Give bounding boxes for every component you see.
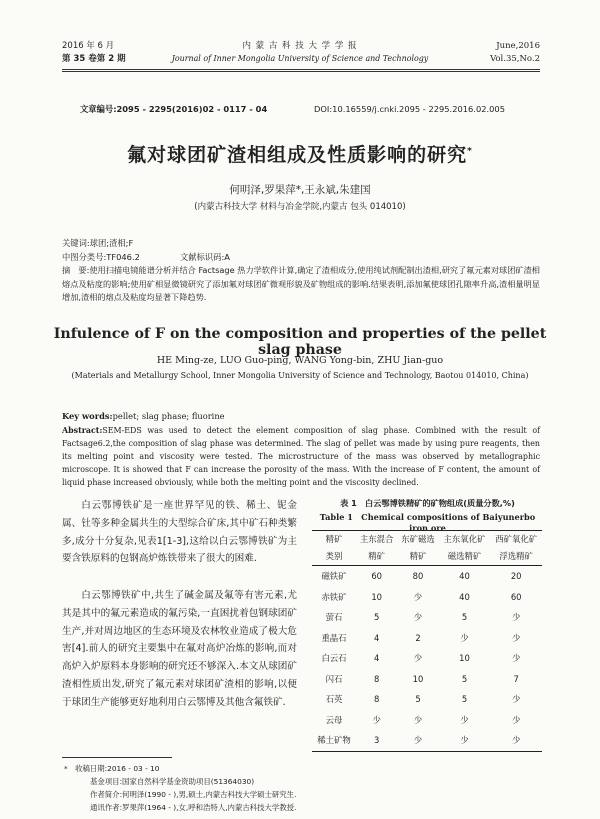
table-cell: 5: [373, 612, 380, 623]
table-row: [312, 566, 542, 587]
affiliation-zh: (内蒙古科技大学 材料与冶金学院,内蒙古 包头 014010): [194, 202, 406, 212]
table-cell: 2: [415, 632, 421, 643]
table-cell: 少: [413, 612, 423, 623]
header-month-en: June,2016: [496, 41, 540, 51]
table-cell: 5: [461, 612, 468, 623]
table-cell: 少: [511, 632, 521, 643]
table-cell: 少: [511, 653, 521, 664]
table-cell: 石英: [325, 694, 343, 705]
article-title-zh: 氟对球团矿渣相组成及性质影响的研究*: [127, 144, 473, 166]
table-cell: 8: [373, 694, 380, 705]
table-cell: 云母: [325, 714, 343, 725]
abstract-zh: 摘 要:使用扫描电镜能谱分析并结合 Factsage 热力学软件计算,确定了渣相成分,使用纯试剂配制出渣相,研究了氟元素对球团矿渣相熔点及粘度的影响;使用矿相显微镜研究了添加氟对球团矿微观形貌及矿物组成的影响.结果表明,添加氟使球团孔隙率升高,渣相量明显增加,渣相的熔点及粘度均显著下降趋势.: [62, 265, 540, 302]
column-header: 主东混合: [356, 531, 397, 549]
table-cell: 少: [372, 714, 381, 725]
table-cell: 4: [373, 632, 380, 643]
table-cell: 8: [373, 673, 380, 684]
doi: DOI:10.16559/j.cnki.2095 - 2295.2016.02.005: [314, 104, 505, 114]
header-date: 2016 年 6 月: [62, 41, 115, 51]
table-row: [312, 669, 542, 690]
table-row: [312, 730, 542, 751]
abstract-en: Abstract:SEM-EDS was used to detect the element composition of slag phase. Combined with the result of Factsage6.2,the composition of slag phase was determined. The slag of pellet was made by using pure reagents, then its melting point and viscosity were tested. The microstructure of the mass was observed by metallographic microscope. It is showed that F can increase the porosity of the mass. With the increase of F content, the amount of liquid phase increased obviously, while both the melting point and the viscosity declined.: [62, 426, 540, 487]
footnote-author: 作者简介:何明泽(1990 - ),男,硕士,内蒙古科技大学硕士研究生.: [90, 790, 297, 799]
table-cell: 少: [413, 653, 423, 664]
table-cell: 少: [511, 714, 521, 725]
table-caption-en: Table 1 Chemical compositions of Baiyunerbo iron ore: [319, 512, 536, 533]
article-title-en: Infulence of F on the composition and properties of the pellet slag phase: [53, 326, 547, 358]
table-row: [312, 628, 542, 649]
table-row: [312, 710, 542, 731]
table-cell: 重晶石: [321, 632, 347, 643]
table-cell: 10: [371, 591, 382, 602]
table-cell: 3: [356, 730, 397, 751]
table-cell: 5: [461, 673, 468, 684]
table-row: [312, 587, 542, 608]
body-paragraph-1: 白云鄂博铁矿是一座世界罕见的铁、稀土、铌金属、钍等多种金属共生的大型综合矿床,其中矿石种类繁多,成分十分复杂,见表1[1-3],这给以白云鄂博铁矿为主要含铁原料的包钢高炉炼铁带来了很大的困难.: [62, 500, 297, 565]
table-cell: 80: [412, 571, 424, 582]
header-volume-en: Vol.35,No.2: [490, 54, 540, 64]
body-paragraph-2: 白云鄂博铁矿中,共生了碱金属及氟等有害元素,尤其是其中的氟元素造成的氟污染,一直困扰着包钢球团矿生产,并对周边地区的生态环境及农林牧业造成了极大危害[4].前人的研究主要集中在氟对高炉冶炼的影响,而对高炉入炉原料本身影响的研究还不够深入.本文从球团矿渣相性质出发,研究了氟元素对球团矿渣相的影响,以便于球团生产能够更好地利用白云鄂博及其他含氟铁矿.: [62, 590, 297, 708]
table-cell: 4: [373, 653, 380, 664]
column-header: 类别: [312, 548, 356, 566]
table-cell: 少: [413, 714, 423, 725]
footnote-rule: [62, 757, 172, 758]
table-cell: 5: [461, 694, 468, 705]
table-cell: 10: [459, 653, 470, 664]
footnote-funding: 基金项目:国家自然科学基金资助项目(51364030): [90, 777, 255, 786]
table-header-row: [312, 548, 542, 566]
keywords-zh: 关键词:球团;渣相;F: [62, 238, 134, 248]
affiliation-en: (Materials and Metallurgy School, Inner Mongolia University of Science and Technology, Baotou 014010, China): [71, 371, 529, 380]
table-cell: 20: [510, 571, 522, 582]
authors-zh: 何明泽,罗果萍*,王永斌,朱建国: [229, 184, 371, 196]
table-cell: 赤铁矿: [321, 591, 347, 602]
table-cell: 稀土矿物: [312, 730, 356, 751]
table-cell: 少: [490, 730, 542, 751]
column-header: 精矿: [397, 548, 438, 566]
authors-en: HE Ming-ze, LUO Guo-ping, WANG Yong-bin, ZHU Jian-guo: [156, 355, 444, 366]
journal-title-en: Journal of Inner Mongolia University of Science and Technology: [171, 54, 429, 63]
table-cell: 40: [459, 591, 470, 602]
table-cell: 少: [460, 714, 469, 725]
table-cell: 闪石: [325, 673, 343, 684]
table-cell: 白云石: [321, 653, 347, 664]
keywords-en: Key words:pellet; slag phase; fluorine: [62, 411, 225, 421]
table-cell: 60: [510, 591, 522, 602]
column-header: 主东氧化矿: [439, 531, 491, 549]
column-header: 浮选精矿: [490, 548, 542, 566]
header-volume: 第 35 卷第 2 期: [62, 54, 126, 64]
table-row: [312, 689, 542, 710]
composition-table: [312, 530, 542, 752]
table-caption-zh: 表 1 白云鄂博铁精矿的矿物组成(质量分数,%): [340, 498, 515, 508]
table-cell: 少: [413, 591, 423, 602]
table-row: [312, 607, 542, 628]
column-header: 东矿磁选: [397, 531, 438, 549]
table-cell: 少: [439, 730, 491, 751]
table-cell: 萤石: [325, 612, 343, 623]
article-number: 文章编号:2095 - 2295(2016)02 - 0117 - 04: [80, 104, 268, 114]
table-cell: 10: [412, 673, 424, 684]
table-cell: 7: [513, 673, 519, 684]
table-cell: 5: [415, 694, 421, 705]
header-rule: [62, 69, 540, 70]
journal-title-zh: 内 蒙 古 科 技 大 学 学 报: [242, 41, 358, 51]
table-cell: 磁铁矿: [321, 571, 347, 582]
footnote-corresponding: 通讯作者:罗果萍(1964 - ),女,呼和浩特人,内蒙古科技大学教授.: [90, 803, 297, 812]
table-cell: 少: [511, 612, 521, 623]
footnote-received: * 收稿日期:2016 - 03 - 10: [64, 764, 160, 773]
table-row: [312, 648, 542, 669]
column-header: 磁选精矿: [439, 548, 491, 566]
column-header: 精矿: [356, 548, 397, 566]
table-cell: 40: [459, 571, 470, 582]
table-cell: 少: [511, 694, 521, 705]
classification-number: 中图分类号:TF046.2: [62, 252, 140, 262]
column-header: 西矿氧化矿: [490, 531, 542, 549]
document-code: 文献标识码:A: [180, 252, 230, 262]
table-header-row: [312, 531, 542, 549]
table-cell: 60: [371, 571, 382, 582]
column-header: 精矿: [312, 531, 356, 549]
table-cell: 少: [460, 632, 469, 643]
table-cell: 少: [397, 730, 438, 751]
header-rule-2: [62, 71, 540, 72]
